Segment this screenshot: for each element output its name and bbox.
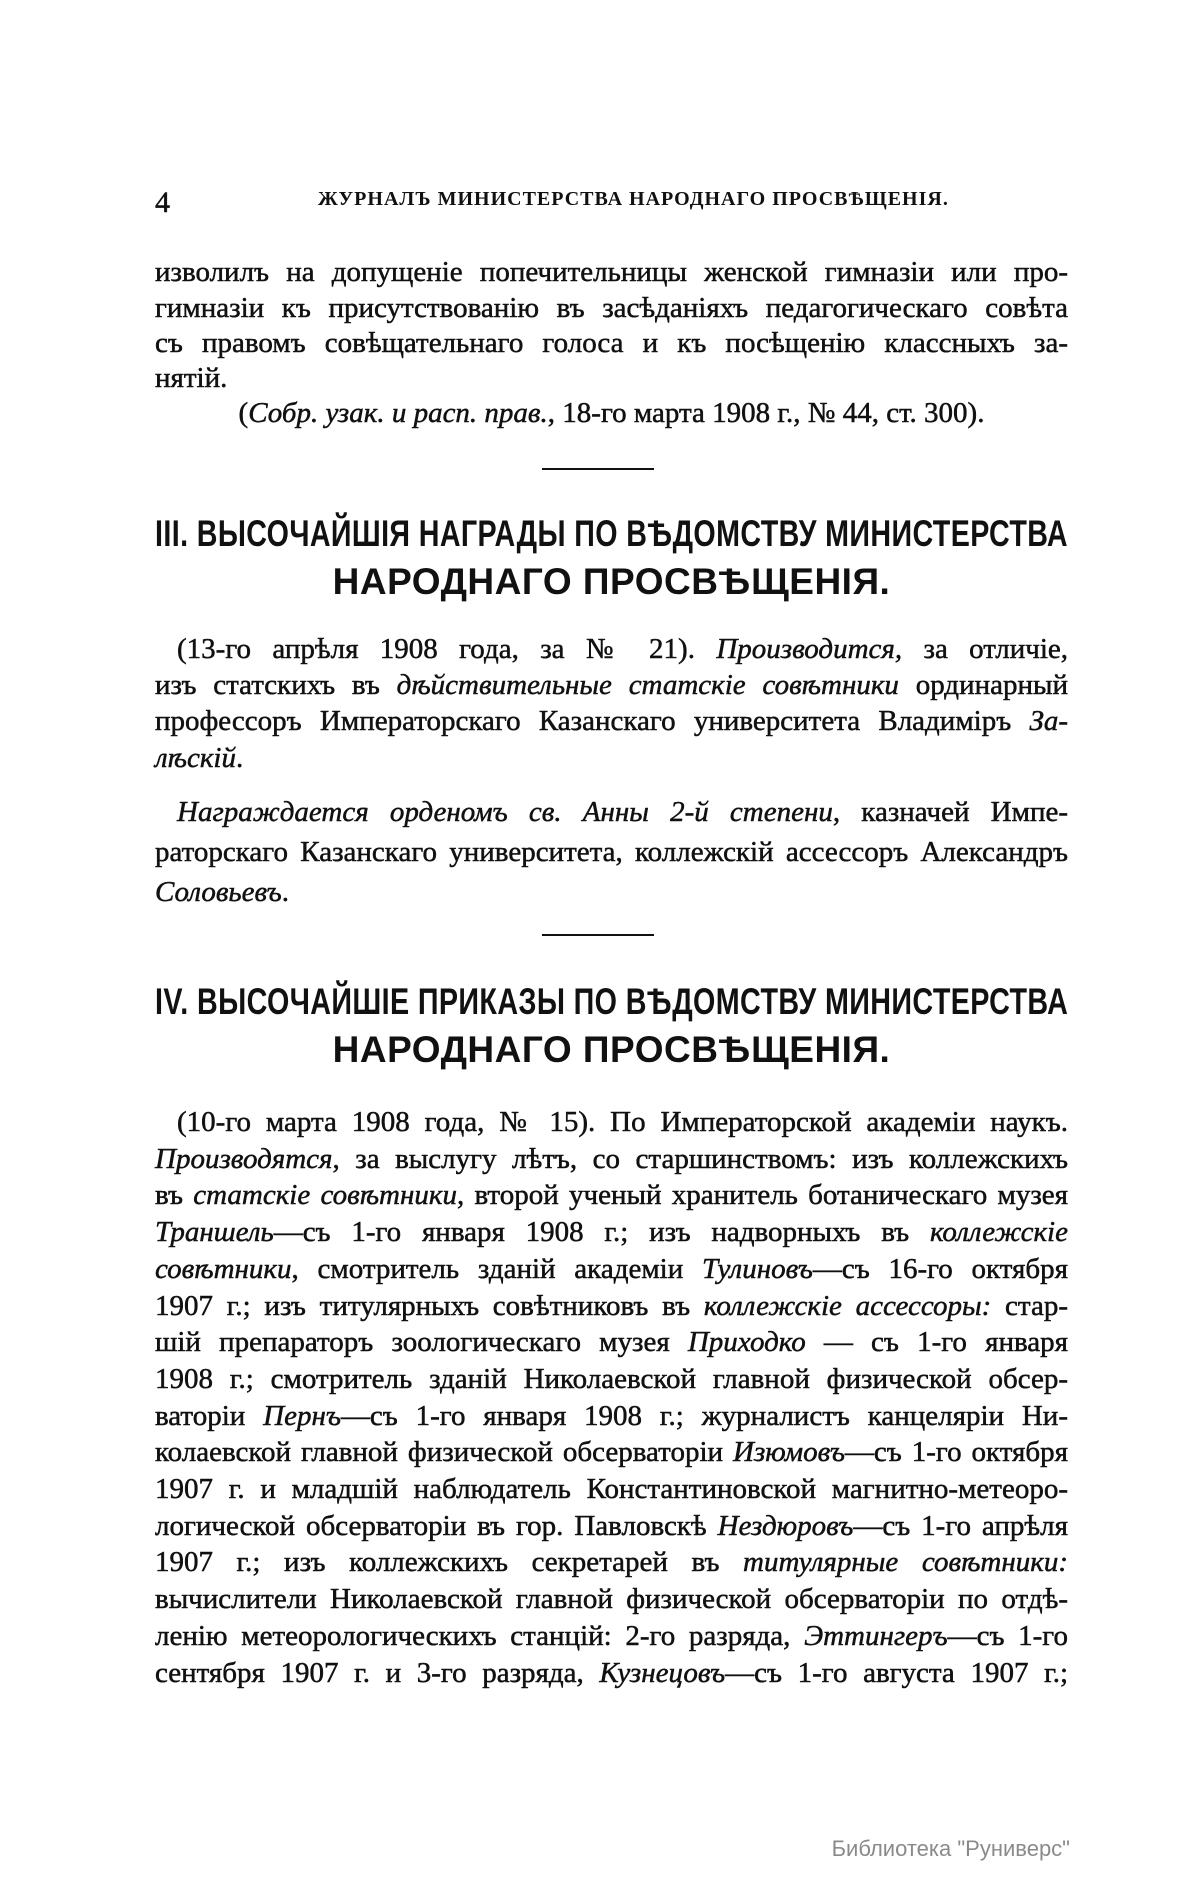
section-3-heading-line-1: III. ВЫСОЧАЙШІЯ НАГРАДЫ ПО ВѢДОМСТВУ МИНИСТЕРСТВА <box>155 513 1068 554</box>
italic-text: совѣтники <box>155 1252 292 1285</box>
text-segment: (13-го апрѣля 1908 года, за № 21). <box>177 633 717 665</box>
text-line <box>155 1506 1068 1546</box>
text-line <box>155 1616 1068 1656</box>
italic-text: Нездюровъ <box>717 1509 854 1542</box>
text-segment: , за выслугу лѣтъ, со старшинствомъ: изъ коллежскихъ <box>332 1142 1068 1175</box>
text-line <box>155 288 1068 328</box>
section-3-heading-line-2: НАРОДНАГО ПРОСВѢЩЕНІЯ. <box>332 561 891 602</box>
text-segment: 1907 г.; изъ коллежскихъ секретарей въ <box>155 1546 744 1579</box>
text-line <box>155 665 1068 705</box>
italic-text: статскіе совѣтники <box>193 1179 457 1212</box>
text-segment: , 18-го марта 1908 г., № 44, ст. 300). <box>547 397 985 429</box>
text-segment: —съ 1-го января 1908 г.; журналистъ канцеляріи Ни- <box>340 1399 1068 1432</box>
text-segment: 1907 г.; изъ титулярныхъ совѣтниковъ въ <box>155 1289 704 1322</box>
section-4-heading-line-1: IV. ВЫСОЧАЙШІЕ ПРИКАЗЫ ПО ВѢДОМСТВУ МИНИСТЕРСТВА <box>155 981 1069 1022</box>
text-segment: гимназіи къ присутствованію въ засѣданіяхъ педагогическаго совѣта <box>155 292 1068 324</box>
text-segment: ординарный <box>898 669 1068 701</box>
text-segment: . <box>235 742 244 774</box>
text-line <box>155 872 1068 912</box>
text-segment: за отличіе, <box>902 633 1069 665</box>
italic-text: Пернъ <box>263 1399 341 1432</box>
italic-text: Изюмовъ <box>733 1436 845 1469</box>
text-line <box>155 252 1068 292</box>
italic-text: лѣскій <box>155 742 236 774</box>
italic-text: дѣйствительные статскіе совѣтники <box>396 669 899 701</box>
text-line <box>155 1359 1068 1399</box>
text-segment: стар- <box>991 1289 1068 1322</box>
section-4-heading-line-2: НАРОДНАГО ПРОСВѢЩЕНІЯ. <box>332 1029 891 1070</box>
text-segment: нятій. <box>155 362 228 394</box>
section-divider <box>542 934 654 936</box>
text-line <box>155 1175 1068 1215</box>
text-line <box>155 832 1068 872</box>
text-line <box>155 323 1068 363</box>
text-segment: . <box>281 876 289 908</box>
text-segment: —съ 1-го апрѣля <box>853 1509 1068 1542</box>
text-line <box>155 1432 1068 1472</box>
text-segment: , смотритель зданій академіи <box>291 1252 703 1285</box>
text-line <box>155 701 1068 741</box>
text-segment: —съ 16-го октября <box>812 1252 1068 1285</box>
text-segment: — съ 1-го января <box>805 1326 1068 1359</box>
text-line <box>155 792 1068 832</box>
italic-text: За- <box>1029 705 1068 737</box>
italic-text: титулярные совѣтники: <box>743 1546 1068 1579</box>
text-line <box>155 1396 1068 1436</box>
italic-text: Производится, <box>716 633 903 665</box>
text-segment: (10-го марта 1908 года, № 15). По Императорской академіи наукъ. <box>177 1106 1068 1138</box>
text-line <box>155 1139 1068 1179</box>
text-line <box>155 393 1068 433</box>
text-line <box>155 1469 1068 1509</box>
text-segment: ( <box>238 397 249 429</box>
text-segment: —съ 1-го октября <box>844 1436 1068 1469</box>
italic-text: Награждается орденомъ св. Анны 2-й степени <box>177 796 833 828</box>
text-segment: ваторіи <box>155 1399 264 1432</box>
text-segment: въ <box>155 1179 194 1212</box>
text-segment: , второй ученый хранитель ботаническаго музея <box>456 1179 1068 1212</box>
library-watermark: Библиотека "Руниверс" <box>831 1836 1070 1861</box>
text-segment: 1907 г. и младшій наблюдатель Константиновской магнитно-метеоро- <box>155 1473 1068 1505</box>
text-line <box>155 1322 1068 1362</box>
italic-text: Тулиновъ <box>702 1252 813 1285</box>
text-line <box>155 738 1068 778</box>
italic-text: Приходко <box>687 1326 806 1359</box>
text-segment: —съ 1-го августа 1907 г.; <box>725 1656 1069 1689</box>
text-segment: шій препараторъ зоологическаго музея <box>155 1326 688 1359</box>
text-segment: изъ статскихъ въ <box>155 669 397 701</box>
text-line <box>155 1653 1068 1693</box>
text-line <box>155 1542 1068 1582</box>
text-line <box>155 1212 1068 1252</box>
page-number: 4 <box>155 186 170 219</box>
text-segment: изволилъ на допущеніе попечительницы женской гимназіи или про- <box>155 256 1068 288</box>
text-segment: 1908 г.; смотритель зданій Николаевской главной физической обсер- <box>155 1362 1068 1395</box>
text-segment: —съ 1-го января 1908 г.; изъ надворныхъ въ <box>273 1216 930 1249</box>
text-line <box>155 629 1068 669</box>
text-line <box>155 358 1068 398</box>
italic-text: Траншель <box>155 1216 274 1249</box>
text-line <box>155 1579 1068 1619</box>
text-line <box>155 1102 1068 1142</box>
text-segment: раторскаго Казанскаго университета, коллежскій ассессоръ Александръ <box>155 836 1068 868</box>
italic-text: Соловьевъ <box>155 876 282 908</box>
italic-text: коллежскіе ассессоры: <box>703 1289 992 1322</box>
text-line <box>155 1286 1068 1326</box>
text-segment: ленію метеорологическихъ станцій: 2-го разряда, <box>155 1619 805 1652</box>
text-segment: профессоръ Императорскаго Казанскаго университета Владиміръ <box>155 705 1030 737</box>
running-header: ЖУРНАЛЪ МИНИСТЕРСТВА НАРОДНАГО ПРОСВѢЩЕНІЯ. <box>318 188 949 210</box>
italic-text: Собр. узак. и расп. прав. <box>248 397 548 429</box>
italic-text: Эттингеръ <box>804 1619 948 1652</box>
italic-text: Производятся <box>155 1142 333 1175</box>
text-segment: логической обсерваторіи въ гор. Павловскѣ <box>155 1509 718 1542</box>
italic-text: коллежскіе <box>929 1216 1068 1249</box>
text-line <box>155 1249 1068 1289</box>
text-segment: колаевской главной физической обсерваторіи <box>155 1436 734 1469</box>
text-segment: , казначей Импе- <box>832 796 1069 828</box>
text-segment: вычислители Николаевской главной физической обсерваторіи по отдѣ- <box>155 1583 1068 1616</box>
text-segment: сентября 1907 г. и 3-го разряда, <box>155 1656 600 1689</box>
text-segment: —съ 1-го <box>947 1619 1068 1652</box>
italic-text: Кузнецовъ <box>599 1656 726 1689</box>
section-divider <box>542 468 654 470</box>
text-segment: съ правомъ совѣщательнаго голоса и къ посѣщенію классныхъ за- <box>155 327 1068 359</box>
